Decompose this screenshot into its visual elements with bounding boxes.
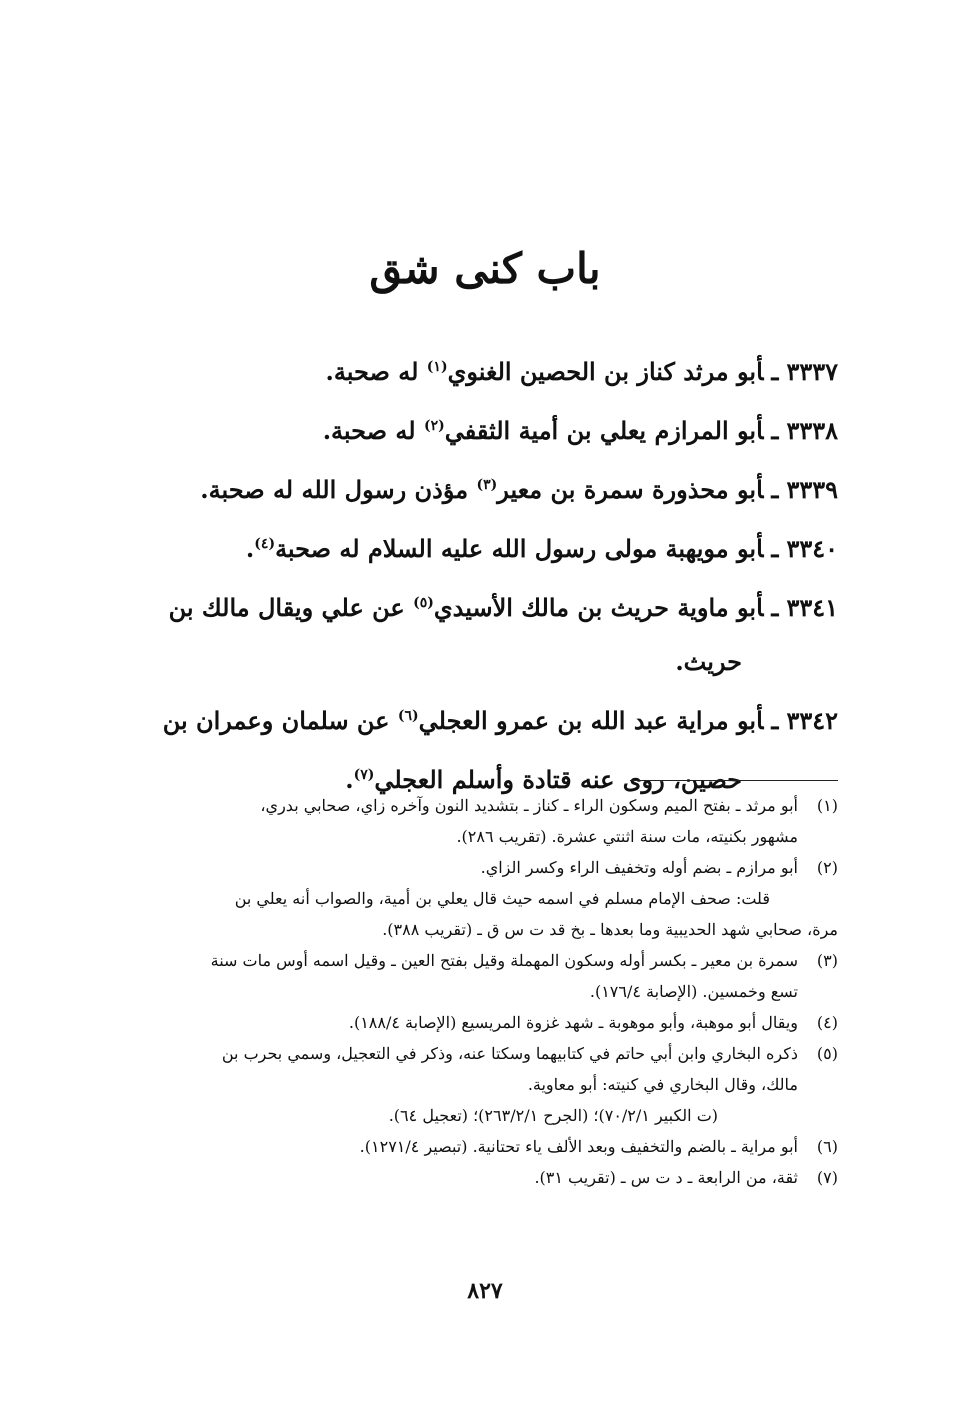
footnote-ref: (٦): [397, 708, 419, 724]
footnote-number: (٦): [816, 1137, 838, 1156]
entry-number: ٣٣٤١: [786, 593, 838, 622]
footnote-number: (١): [816, 796, 838, 815]
entry-3337: ٣٣٣٧ـأبو مرثد كناز بن الحصين الغنوي$^{(١)}$ له صحبة.: [138, 340, 838, 399]
entry-number: ٣٣٤٠: [786, 534, 838, 563]
footnote-separator: [630, 780, 838, 781]
entry-text: أبو المرازم يعلي بن أمية الثقفي: [444, 416, 764, 445]
footnote-number: (٢): [816, 858, 838, 877]
footnote-number: (٥): [816, 1044, 838, 1063]
footnotes: [138, 790, 838, 1193]
entry-3341: ٣٣٤١ـأبو ماوية حريث بن مالك الأسيدي$^{(٥)}$ عن علي ويقال مالك بن حريث.: [138, 576, 838, 689]
footnote-number: (٣): [816, 951, 838, 970]
footnote-7: (٧) ثقة، من الرابعة ـ د ت س ـ (تقريب ٣١).: [138, 1162, 838, 1193]
entry-number: ٣٣٣٩: [786, 475, 838, 504]
entry-number: ٣٣٣٨: [786, 416, 838, 445]
footnote-ref: (٧): [353, 767, 375, 783]
footnote-number: (٤): [816, 1013, 838, 1032]
footnote-3: (٣) سمرة بن معير ـ بكسر أوله وسكون المهملة وقيل بفتح العين ـ وقيل اسمه أوس مات سنة تسع وخمسين. (الإصابة ١٧٦/٤).: [138, 945, 838, 1007]
entries-list: [138, 340, 838, 807]
footnote-4: (٤) ويقال أبو موهبة، وأبو موهوبة ـ شهد غزوة المريسيع (الإصابة ١٨٨/٤).: [138, 1007, 838, 1038]
entry-text: أبو ماوية حريث بن مالك الأسيدي: [433, 593, 764, 622]
footnote-ref: (٣): [476, 477, 498, 493]
footnote-5: (٥) ذكره البخاري وابن أبي حاتم في كتابيهما وسكتا عنه، وذكر في التعجيل، وسمي بحرب بن مالك، وقال البخاري في كنيته: أبو معاوية. (ت الكبير ٧٠/٢/١)؛ (الجرح ٢٦٣/٢/١)؛ (تعجيل ٦٤).: [138, 1038, 838, 1131]
entry-3338: ٣٣٣٨ـأبو المرازم يعلي بن أمية الثقفي$^{(٢)}$ له صحبة.: [138, 399, 838, 458]
page-number: ٨٢٧: [467, 1278, 503, 1304]
footnote-number: (٧): [816, 1168, 838, 1187]
entry-3342: ٣٣٤٢ـأبو مراية عبد الله بن عمرو العجلي$^{(٦)}$ عن سلمان وعمران بن حصين، روى عنه قتادة وأسلم العجلي$^{(٧)}$.: [138, 689, 838, 807]
entry-text: أبو مويهبة مولى رسول الله عليه السلام له صحبة: [275, 534, 764, 563]
footnote-1: (١) أبو مرثد ـ بفتح الميم وسكون الراء ـ كناز ـ بتشديد النون وآخره زاي، صحابي بدري، مشهور بكنيته، مات سنة اثنتي عشرة. (تقريب ٢٨٦).: [138, 790, 838, 852]
footnote-ref: (٥): [413, 595, 434, 611]
entry-number: ٣٣٣٧: [786, 357, 838, 386]
footnote-ref: (٢): [423, 418, 445, 434]
footnote-ref: (١): [426, 359, 448, 375]
footnote-ref: (٤): [254, 536, 276, 552]
entry-3340: ٣٣٤٠ـأبو مويهبة مولى رسول الله عليه السلام له صحبة$^{(٤)}$.: [138, 517, 838, 576]
footnote-2: (٢) أبو مرازم ـ بضم أوله وتخفيف الراء وكسر الزاي. قلت: صحف الإمام مسلم في اسمه حيث قال يعلي بن أمية، والصواب أنه يعلي بن مرة، صحابي شهد الحديبية وما بعدها ـ بخ قد ت س ق ـ (تقريب ٣٨٨).: [138, 852, 838, 945]
chapter-title: باب كنى شق: [369, 244, 601, 293]
entry-continuation: حصين، روى عنه قتادة وأسلم العجلي$^{(٧)}$.: [345, 765, 742, 794]
entry-3339: ٣٣٣٩ـأبو محذورة سمرة بن معير$^{(٣)}$ مؤذن رسول الله له صحبة.: [138, 458, 838, 517]
entry-text: أبو مراية عبد الله بن عمرو العجلي: [418, 706, 764, 735]
entry-number: ٣٣٤٢: [786, 706, 838, 735]
entry-text: أبو مرثد كناز بن الحصين الغنوي: [447, 357, 764, 386]
entry-continuation: حريث.: [675, 647, 742, 676]
entry-text: أبو محذورة سمرة بن معير: [497, 475, 764, 504]
footnote-6: (٦) أبو مراية ـ بالضم والتخفيف وبعد الألف ياء تحتانية. (تبصير ١٢٧١/٤).: [138, 1131, 838, 1162]
